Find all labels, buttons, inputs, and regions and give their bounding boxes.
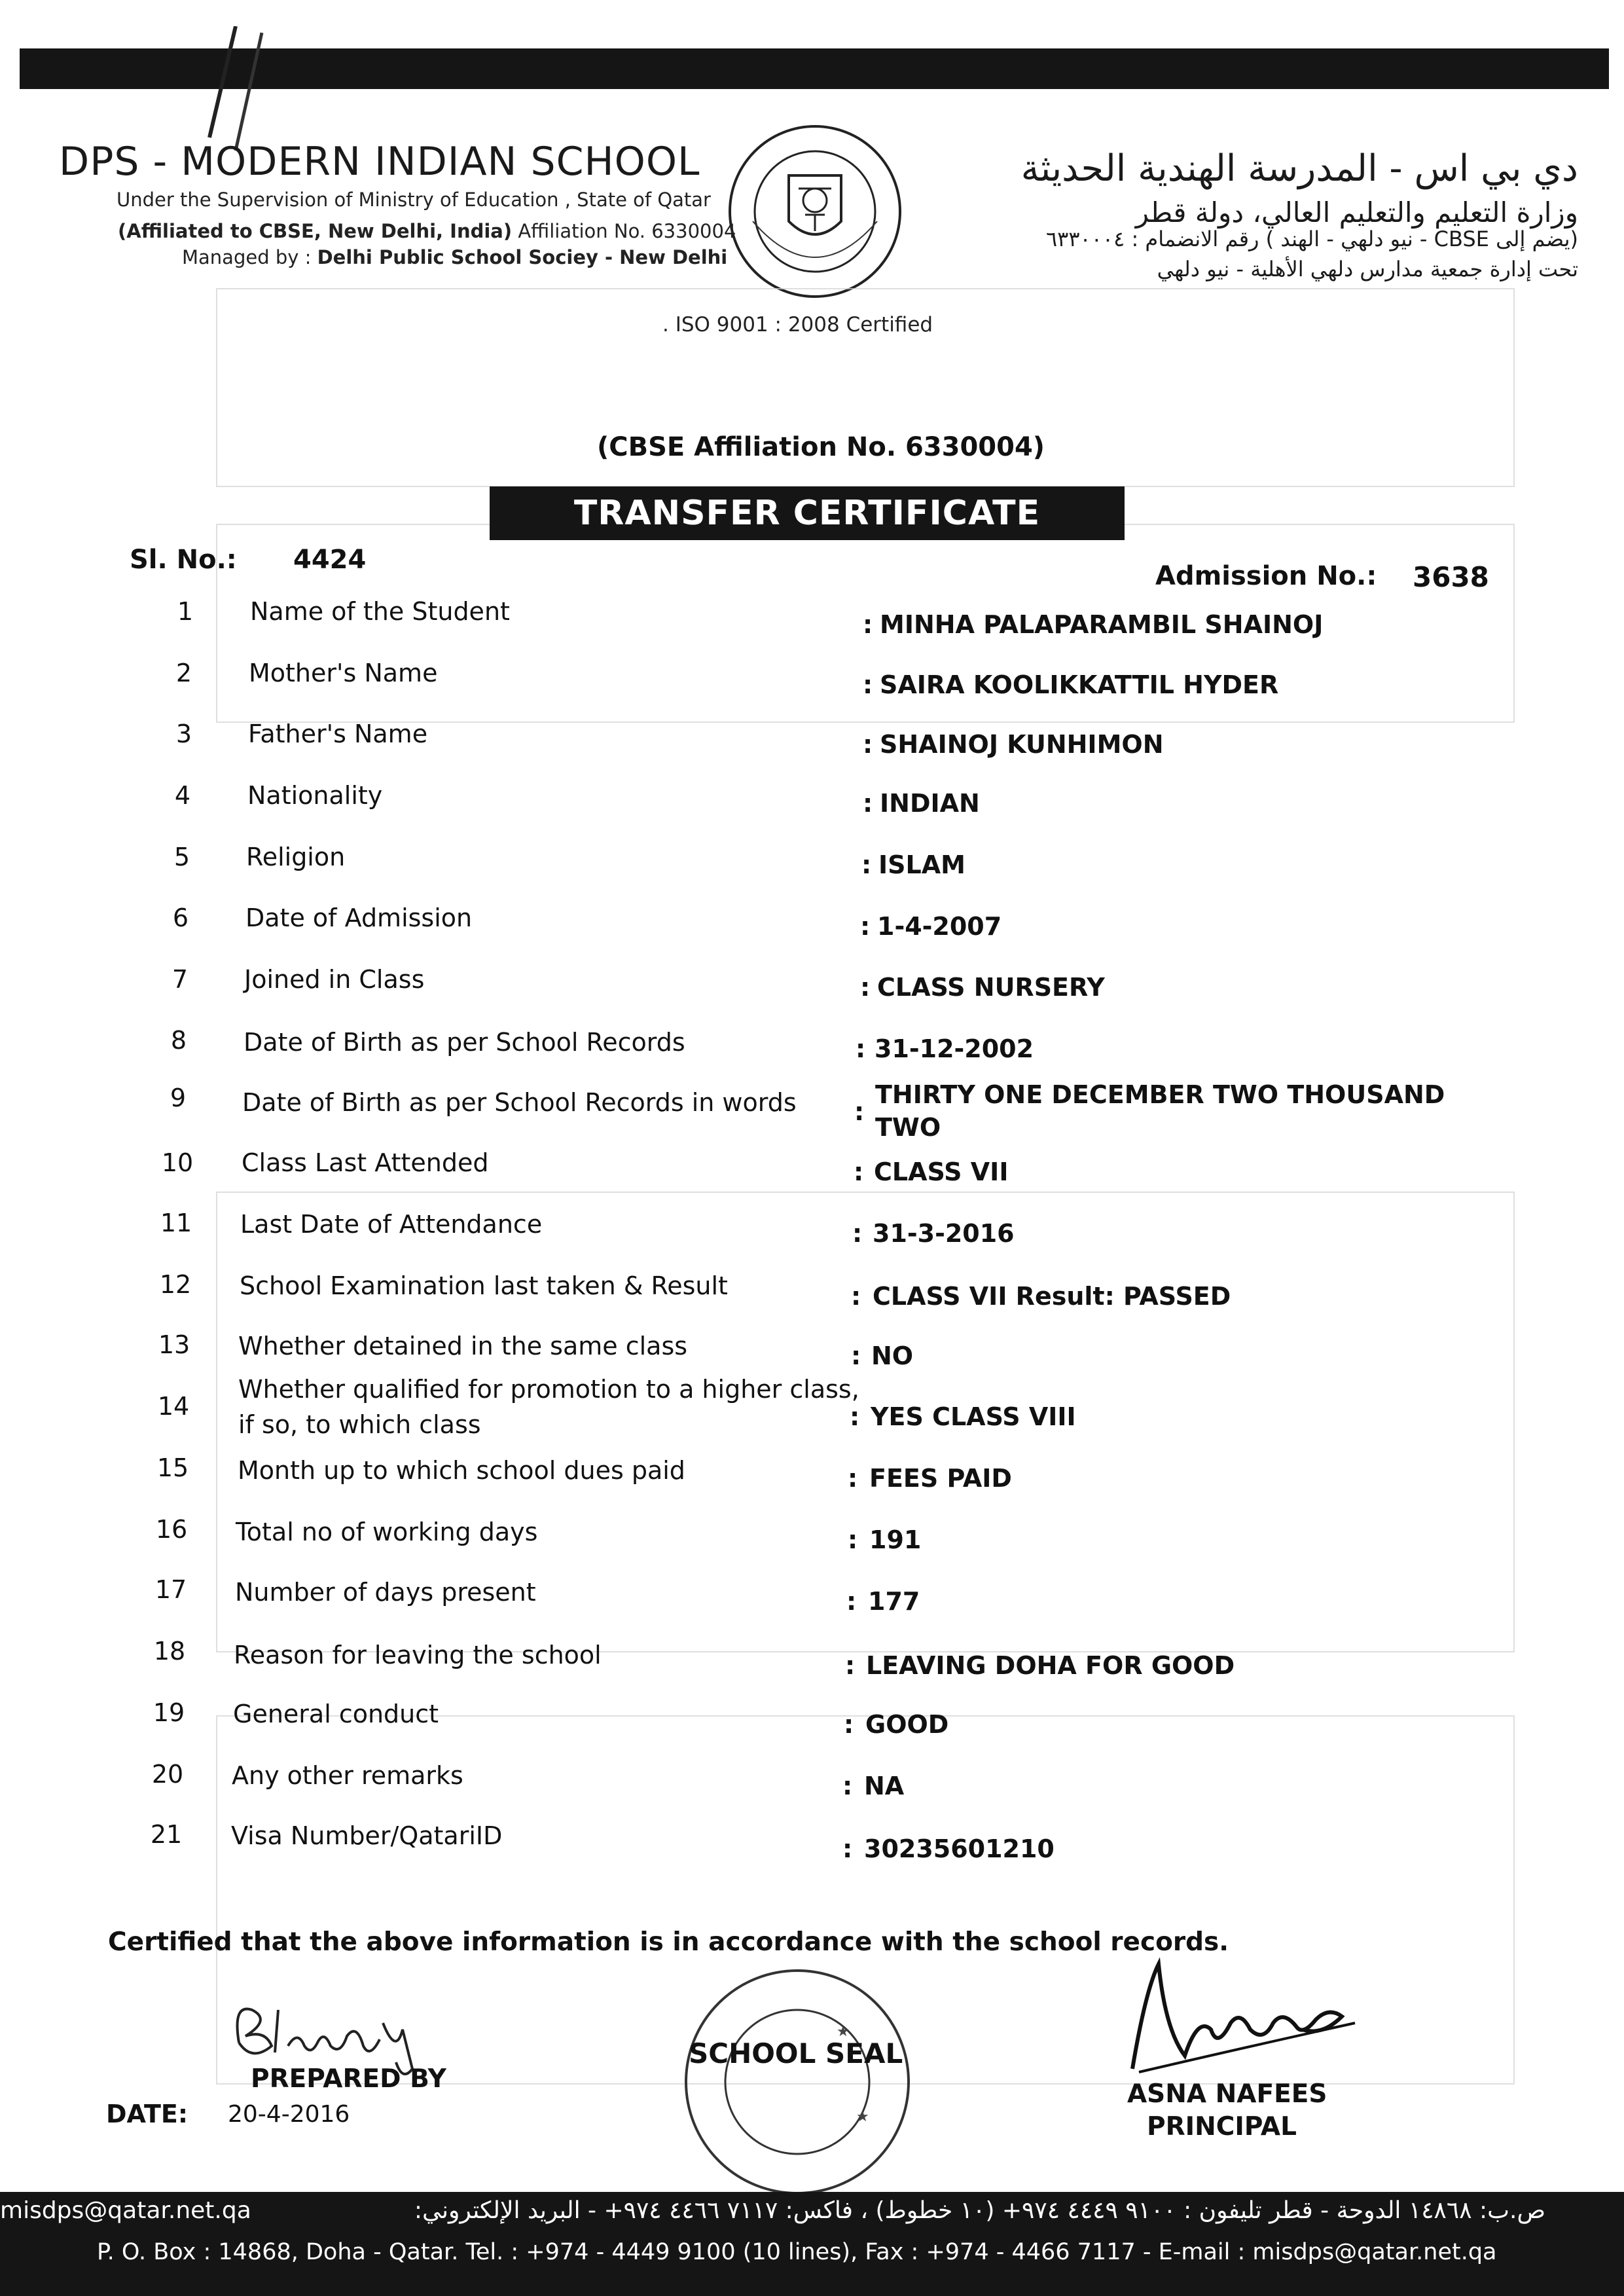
row-label: Reason for leaving the school (234, 1641, 602, 1669)
admission-no-label: Admission No.: (1155, 561, 1377, 591)
row-value: THIRTY ONE DECEMBER TWO THOUSAND (875, 1080, 1445, 1109)
managed-by-prefix: Managed by : (182, 246, 317, 268)
row-label: Mother's Name (249, 659, 438, 687)
row-label: School Examination last taken & Result (240, 1271, 728, 1300)
row-label: Any other remarks (232, 1761, 463, 1790)
footer-english-contact: P. O. Box : 14868, Doha - Qatar. Tel. : +974 - 4449 9100 (10 lines), Fax : +974 - 4466 7117 - E-mail : misdps@qatar.net.qa (97, 2239, 1497, 2265)
svg-text:★: ★ (837, 2024, 850, 2040)
supervision-line: Under the Supervision of Ministry of Education , State of Qatar (117, 189, 711, 211)
svg-text:★: ★ (856, 2109, 869, 2125)
arabic-affiliation: (يضم إلى CBSE - نيو دلهي - الهند ) رقم الانضمام : ٦٣٣٠٠٠٤ (1045, 227, 1578, 251)
row-colon: : (854, 1097, 865, 1126)
row-value: INDIAN (880, 789, 980, 818)
row-colon: : (863, 670, 873, 699)
row-colon: : (863, 789, 873, 818)
row-colon: : (861, 850, 872, 879)
cbse-affiliation: (CBSE Affiliation No. 6330004) (597, 432, 1045, 462)
row-colon: : (851, 1341, 861, 1370)
row-label: Father's Name (248, 720, 428, 748)
row-number: 10 (161, 1148, 194, 1177)
row-number: 17 (154, 1575, 187, 1604)
row-value: NO (871, 1341, 914, 1370)
row-value: CLASS VII (874, 1157, 1009, 1186)
row-colon: : (863, 610, 873, 639)
row-number: 18 (153, 1637, 186, 1666)
row-number: 1 (177, 597, 194, 626)
row-number: 14 (157, 1392, 190, 1421)
row-label: Joined in Class (244, 965, 425, 994)
row-number: 5 (173, 843, 190, 871)
row-value: 177 (868, 1587, 920, 1616)
school-seal-stamp-icon (666, 1951, 928, 2213)
row-colon: : (860, 912, 871, 941)
row-number: 8 (170, 1026, 187, 1055)
row-number: 6 (172, 903, 189, 932)
row-number: 19 (153, 1698, 185, 1727)
staple-mark (196, 26, 268, 157)
row-value: SAIRA KOOLIKKATTIL HYDER (880, 670, 1279, 699)
row-value: MINHA PALAPARAMBIL SHAINOJ (880, 610, 1324, 639)
row-colon: : (845, 1651, 856, 1680)
managed-by-line (182, 246, 727, 268)
row-colon: : (842, 1834, 853, 1863)
row-number: 2 (175, 659, 192, 687)
school-name: DPS - MODERN INDIAN SCHOOL (59, 139, 700, 185)
row-colon: : (848, 1464, 858, 1493)
row-colon: : (856, 1034, 866, 1063)
principal-title: PRINCIPAL (1147, 2112, 1297, 2141)
row-label: Date of Admission (245, 903, 473, 932)
iso-certification: . ISO 9001 : 2008 Certified (662, 313, 933, 337)
footer-email: misdps@qatar.net.qa (0, 2197, 251, 2224)
row-value: ISLAM (878, 850, 965, 879)
row-number: 20 (151, 1760, 184, 1789)
arabic-ministry: وزارة التعليم والتعليم العالي، دولة قطر (1135, 196, 1578, 228)
row-label: Total no of working days (236, 1518, 538, 1546)
row-label: Name of the Student (250, 597, 510, 626)
row-number: 3 (175, 720, 192, 748)
row-number: 15 (156, 1453, 189, 1482)
row-number: 11 (160, 1209, 192, 1237)
row-label-continued: if so, to which class (238, 1410, 481, 1439)
row-colon: : (850, 1402, 860, 1431)
row-colon: : (854, 1157, 864, 1186)
row-colon: : (844, 1710, 854, 1739)
row-number: 9 (170, 1084, 187, 1112)
row-colon: : (860, 973, 871, 1002)
affiliation-number: Affiliation No. 6330004 (512, 220, 736, 242)
row-value: 31-12-2002 (875, 1034, 1034, 1063)
row-value: FEES PAID (869, 1464, 1012, 1493)
row-label: Last Date of Attendance (240, 1210, 543, 1239)
row-number: 12 (159, 1270, 192, 1299)
row-value: 1-4-2007 (877, 912, 1002, 941)
row-value: CLASS NURSERY (877, 973, 1105, 1002)
certificate-title: TRANSFER CERTIFICATE (490, 486, 1125, 540)
managed-by-society: Delhi Public School Sociey - New Delhi (317, 246, 728, 268)
row-value: 31-3-2016 (873, 1219, 1015, 1248)
row-label: General conduct (233, 1700, 439, 1728)
row-colon: : (842, 1772, 853, 1800)
row-value: GOOD (865, 1710, 949, 1739)
sl-no-label: Sl. No.: (130, 545, 237, 575)
row-colon: : (848, 1525, 858, 1554)
row-number: 7 (171, 965, 189, 994)
row-label: Number of days present (235, 1578, 536, 1607)
row-label: Religion (246, 843, 346, 871)
affiliation-bold: (Affiliated to CBSE, New Delhi, India) (118, 220, 513, 242)
row-colon: : (846, 1587, 857, 1616)
date-label: DATE: (106, 2100, 189, 2128)
row-number: 21 (150, 1820, 183, 1849)
school-emblem-icon (727, 123, 903, 300)
school-seal-label: SCHOOL SEAL (689, 2037, 903, 2069)
row-number: 4 (174, 781, 191, 810)
row-label: Date of Birth as per School Records in words (242, 1088, 797, 1117)
row-label: Month up to which school dues paid (238, 1456, 685, 1485)
row-label: Whether detained in the same class (238, 1332, 688, 1360)
row-value: SHAINOJ KUNHIMON (880, 730, 1164, 759)
prepared-by-label: PREPARED BY (251, 2064, 446, 2094)
principal-signature (1106, 1951, 1368, 2088)
date-value: 20-4-2016 (228, 2101, 350, 2128)
admission-no-value: 3638 (1413, 561, 1489, 593)
row-value: 30235601210 (864, 1834, 1055, 1863)
row-value: CLASS VII Result: PASSED (873, 1282, 1231, 1311)
affiliation-line (118, 220, 736, 242)
row-label: Nationality (247, 781, 383, 810)
row-value-continued: TWO (875, 1113, 941, 1142)
certification-statement: Certified that the above information is in accordance with the school records. (108, 1927, 1229, 1957)
principal-name: ASNA NAFEES (1127, 2079, 1327, 2109)
row-colon: : (851, 1282, 861, 1311)
row-colon: : (863, 730, 873, 759)
row-colon: : (852, 1219, 863, 1248)
footer-arabic-contact: ص.ب: ١٤٨٦٨ الدوحة - قطر تليفون : ٩١٠٠ ٤٤٤٩ ٩٧٤+ (١٠ خطوط) ، فاكس: ٧١١٧ ٤٤٦٦ ٩٧٤+ - البريد الإلكتروني: (414, 2197, 1545, 2224)
row-value: YES CLASS VIII (871, 1402, 1076, 1431)
row-label: Visa Number/QatariID (231, 1821, 503, 1850)
arabic-managed-by: تحت إدارة جمعية مدارس دلهي الأهلية - نيو دلهي (1157, 257, 1578, 282)
row-label: Date of Birth as per School Records (244, 1028, 685, 1057)
row-number: 13 (158, 1330, 190, 1359)
row-label: Whether qualified for promotion to a higher class, (238, 1375, 859, 1404)
arabic-school-name: دي بي اس - المدرسة الهندية الحديثة (1020, 147, 1578, 190)
sl-no-value: 4424 (293, 545, 367, 575)
row-value: NA (864, 1772, 905, 1800)
row-value: LEAVING DOHA FOR GOOD (866, 1651, 1235, 1680)
row-value: 191 (869, 1525, 922, 1554)
row-number: 16 (155, 1515, 188, 1544)
row-label: Class Last Attended (242, 1148, 489, 1177)
